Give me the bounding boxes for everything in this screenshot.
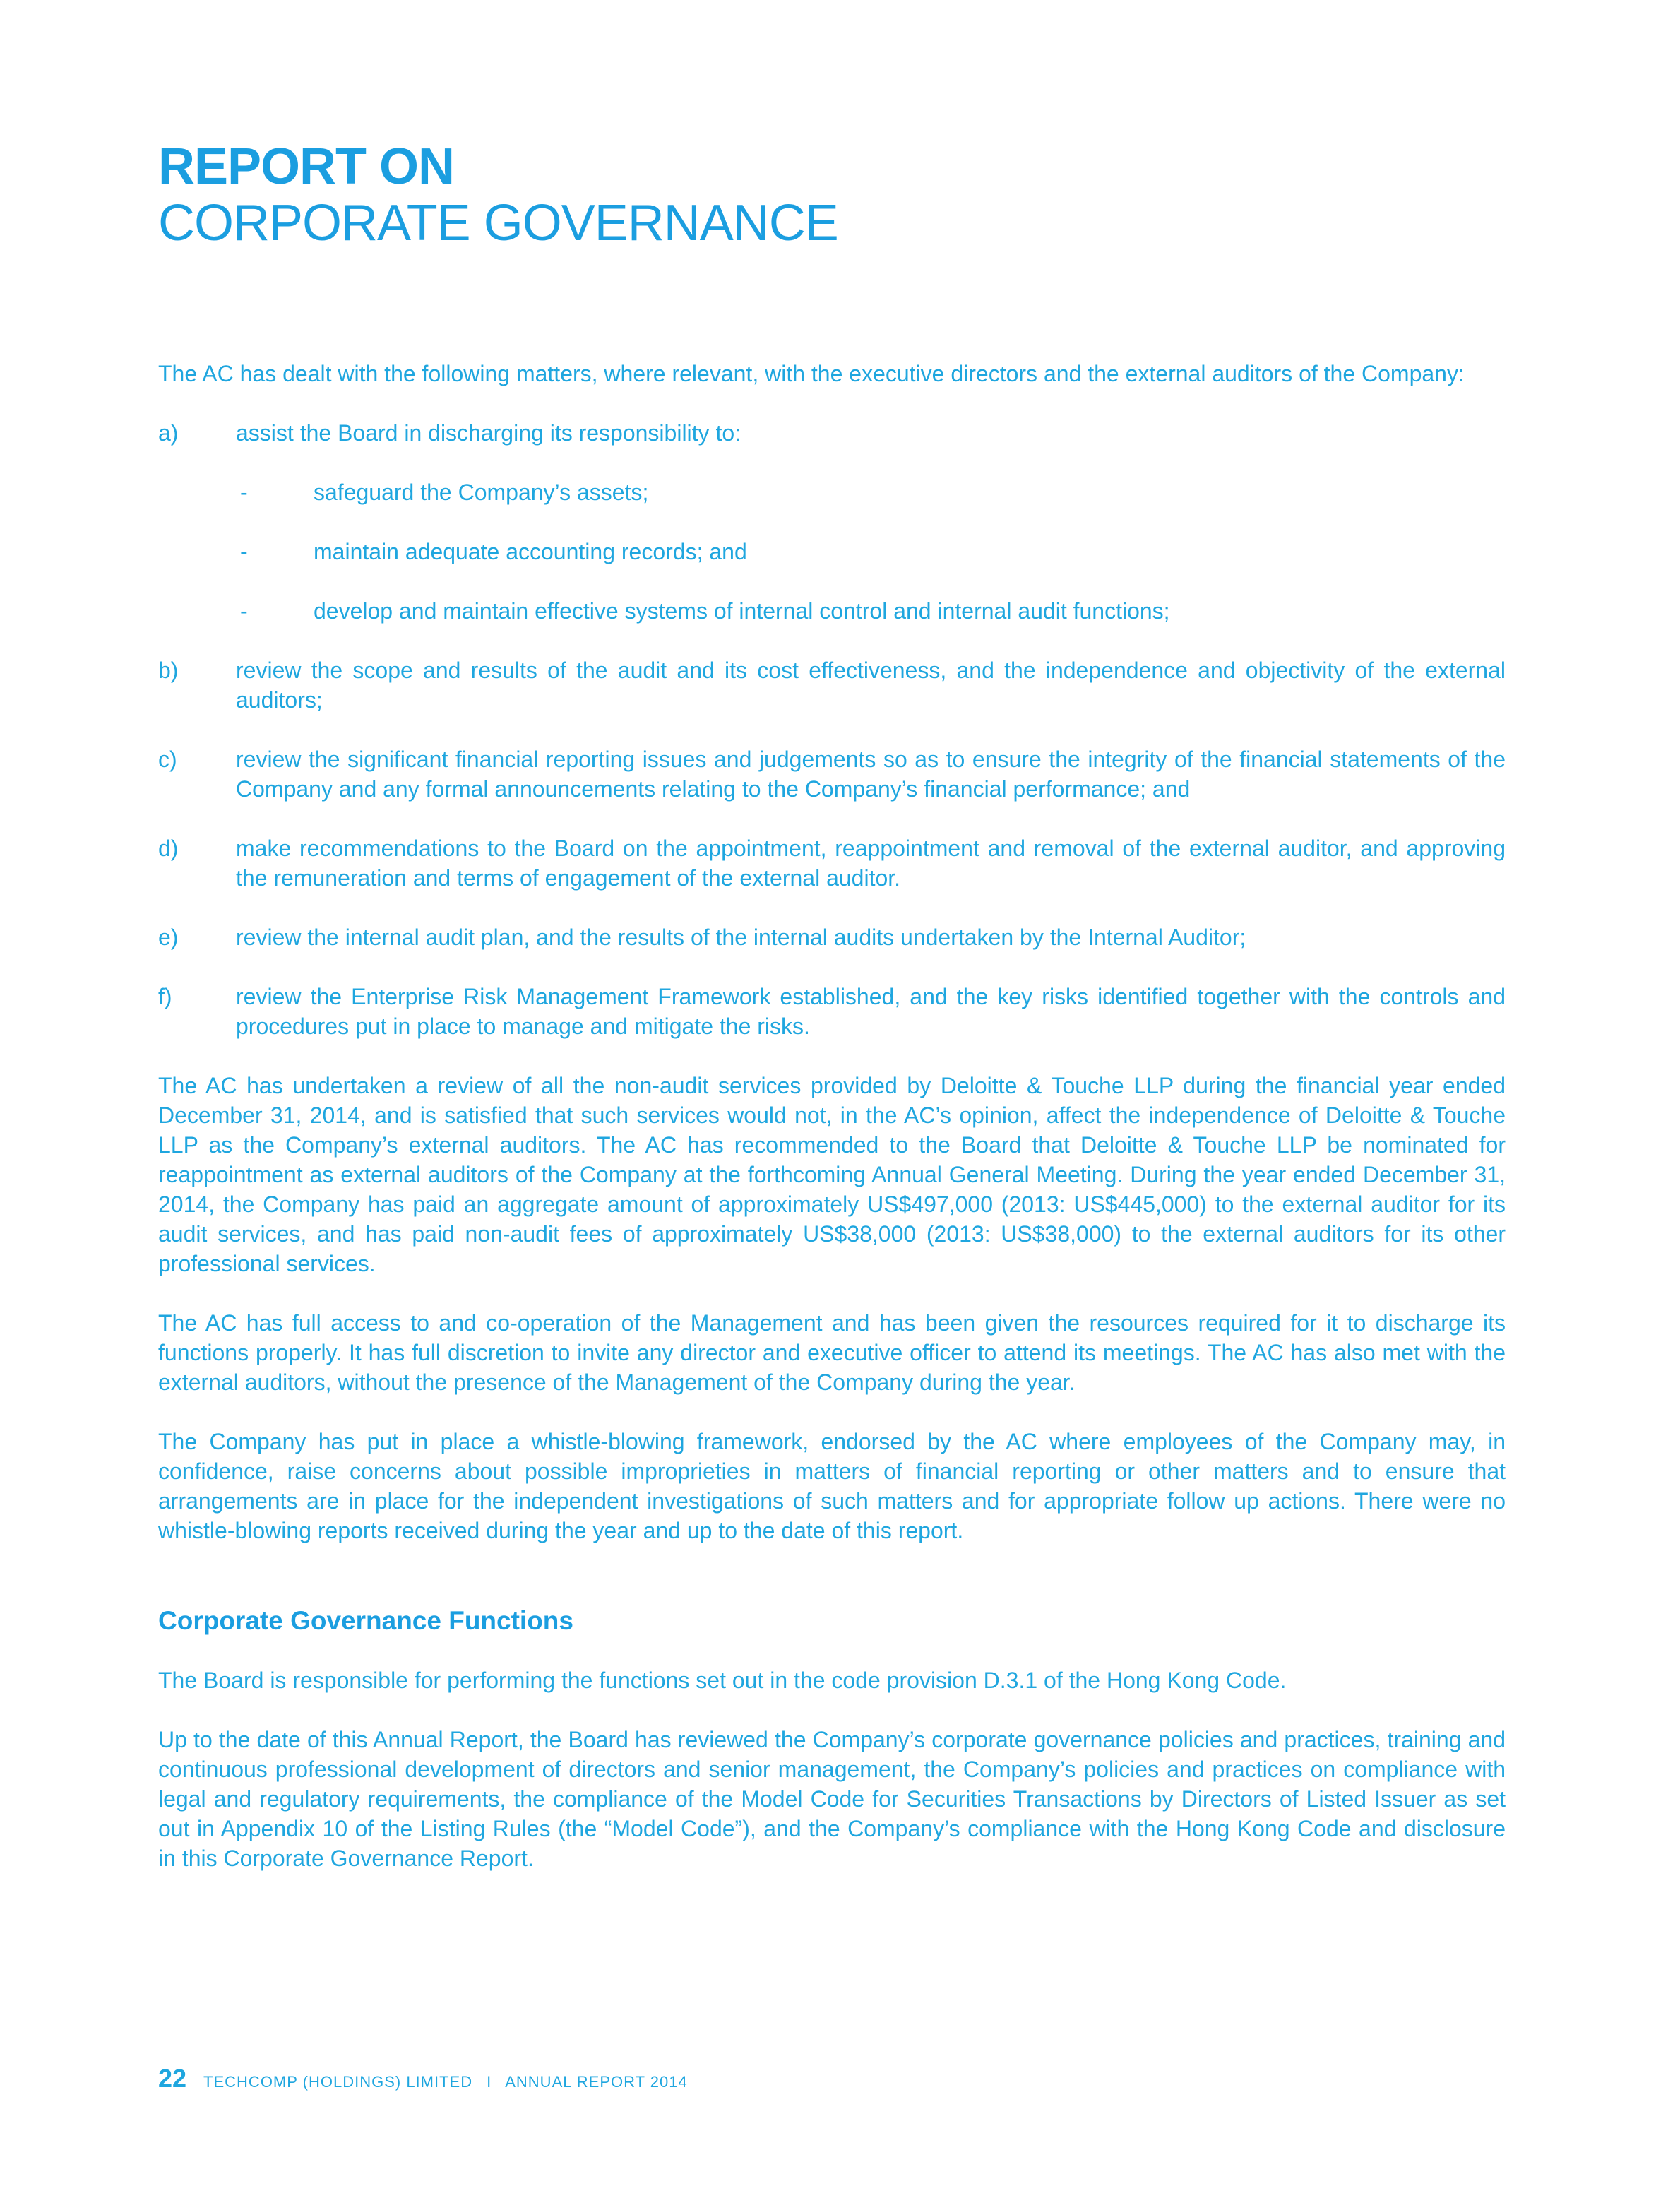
sub-list-item-text: safeguard the Company’s assets; (314, 480, 649, 505)
sub-list-item (236, 596, 1506, 626)
list-marker: f) (158, 984, 172, 1009)
list-item (158, 655, 1506, 715)
page-header (158, 138, 838, 251)
page-footer (158, 2064, 688, 2093)
list-item (158, 833, 1506, 893)
list-item (158, 922, 1506, 952)
list-item-text: review the scope and results of the audit and its cost effectiveness, and the independence and objectivity of the external auditors; (236, 658, 1506, 713)
body-paragraph-non-audit: The AC has undertaken a review of all the non-audit services provided by Deloitte & Touche LLP during the financial year ended December 31, 2014, and is satisfied that such services would not, in the AC’s opinion, affect the independence of Deloitte & Touche LLP as the Company’s external auditors. The AC has recommended to the Board that Deloitte & Touche LLP be nominated for reappointment as external auditors of the Company at the forthcoming Annual General Meeting. During the year ended December 31, 2014, the Company has paid an aggregate amount of approximately US$497,000 (2013: US$445,000) to the external auditor for its audit services, and has paid non-audit fees of approximately US$38,000 (2013: US$38,000) to the external auditors for its other professional services. (158, 1073, 1506, 1276)
list-marker: b) (158, 658, 179, 683)
list-item (158, 418, 1506, 626)
sub-list-marker: - (240, 539, 248, 564)
sub-list-item (236, 537, 1506, 566)
sub-list-marker: - (240, 480, 248, 505)
list-item (158, 982, 1506, 1041)
footer-separator: I (487, 2073, 492, 2091)
list-item (158, 744, 1506, 804)
footer-report: ANNUAL REPORT 2014 (505, 2073, 688, 2091)
sub-list-item-text: maintain adequate accounting records; and (314, 539, 747, 564)
list-marker: c) (158, 747, 177, 772)
section-heading: Corporate Governance Functions (158, 1606, 573, 1635)
list-item-text: review the Enterprise Risk Management Framework established, and the key risks identified together with the controls and procedures put in place to manage and mitigate the risks. (236, 984, 1506, 1039)
sub-list (158, 477, 1506, 626)
sub-list-item (236, 477, 1506, 507)
list-item-text: assist the Board in discharging its responsibility to: (236, 420, 741, 446)
list-item-text: review the significant financial reporting issues and judgements so as to ensure the integrity of the financial statements of the Company and any formal announcements relating to the Company’s financial performance; and (236, 747, 1506, 802)
list-item-text: make recommendations to the Board on the appointment, reappointment and removal of the external auditor, and approving the remuneration and terms of engagement of the external auditor. (236, 836, 1506, 891)
page-title-line1: REPORT ON (158, 138, 455, 195)
body-paragraph-whistle-blowing: The Company has put in place a whistle-blowing framework, endorsed by the AC where employees of the Company may, in confidence, raise concerns about possible improprieties in matters of financial reporting or other matters and to ensure that arrangements are in place for the independent investigations of such matters and for appropriate follow up actions. There were no whistle-blowing reports received during the year and up to the date of this report. (158, 1429, 1506, 1543)
list-item-text: review the internal audit plan, and the results of the internal audits undertaken by the Internal Auditor; (236, 925, 1246, 950)
intro-paragraph: The AC has dealt with the following matters, where relevant, with the executive directors and the external auditors of the Company: (158, 361, 1465, 386)
sub-list-marker: - (240, 598, 248, 624)
section-paragraph: The Board is responsible for performing the functions set out in the code provision D.3.1 of the Hong Kong Code. (158, 1668, 1287, 1693)
main-content (158, 359, 1506, 1903)
list-marker: d) (158, 836, 179, 861)
matters-list (158, 418, 1506, 1041)
page-number: 22 (158, 2064, 187, 2093)
footer-company: TECHCOMP (HOLDINGS) LIMITED (203, 2073, 473, 2091)
sub-list-item-text: develop and maintain effective systems of internal control and internal audit functions; (314, 598, 1170, 624)
body-paragraph-access: The AC has full access to and co-operation of the Management and has been given the resources required for it to discharge its functions properly. It has full discretion to invite any director and executive officer to attend its meetings. The AC has also met with the external auditors, without the presence of the Management of the Company during the year. (158, 1310, 1506, 1395)
list-marker: a) (158, 420, 179, 446)
list-marker: e) (158, 925, 179, 950)
section-paragraph: Up to the date of this Annual Report, the Board has reviewed the Company’s corporate governance policies and practices, training and continuous professional development of directors and senior management, the Company’s policies and practices on compliance with legal and regulatory requirements, the compliance of the Model Code for Securities Transactions by Directors of Listed Issuer as set out in Appendix 10 of the Listing Rules (the “Model Code”), and the Company’s compliance with the Hong Kong Code and disclosure in this Corporate Governance Report. (158, 1727, 1506, 1871)
page-title-line2: CORPORATE GOVERNANCE (158, 195, 838, 251)
